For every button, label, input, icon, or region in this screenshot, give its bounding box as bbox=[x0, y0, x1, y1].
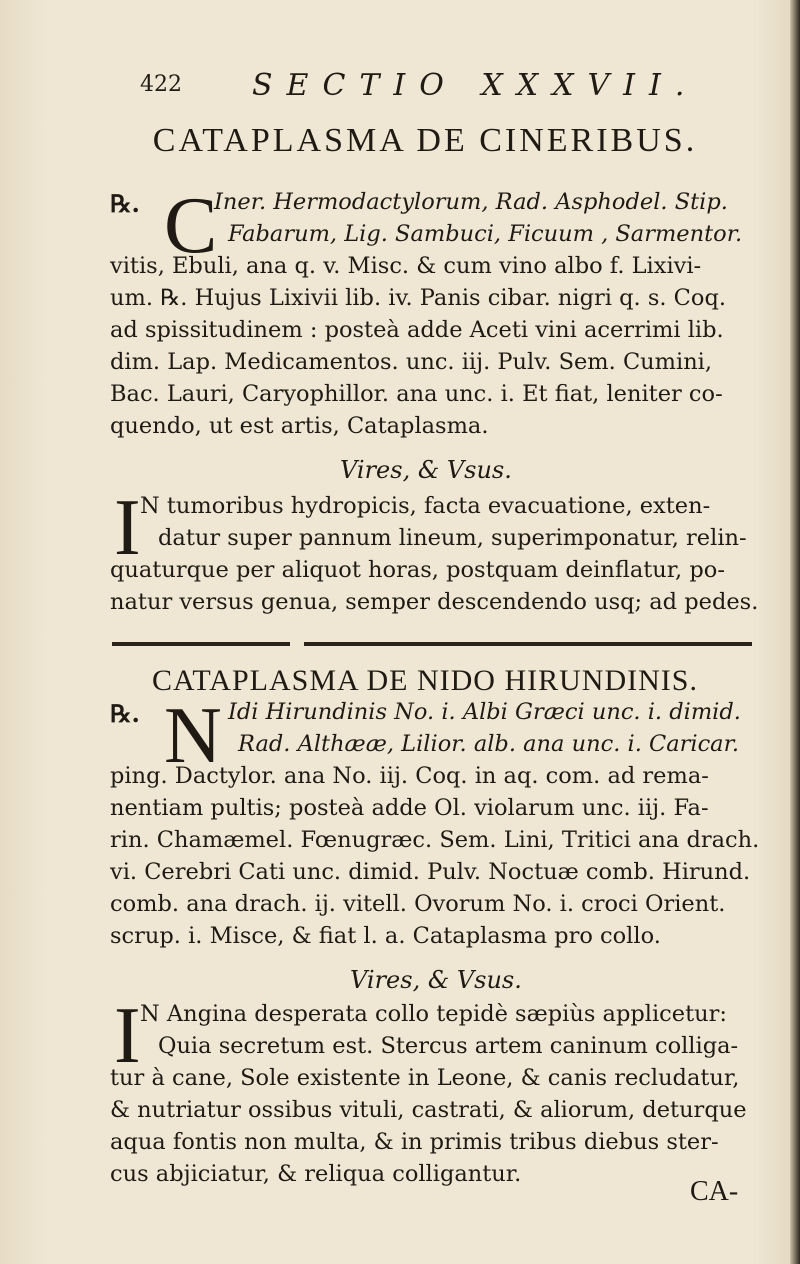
recipe-title-cineribus: CATAPLASMA DE CINERIBUS. bbox=[152, 122, 698, 159]
drop-cap: C bbox=[164, 182, 218, 270]
drop-cap: N bbox=[164, 692, 222, 780]
recipe-line: Rad. Althææ, Lilior. alb. ana unc. i. Caricar. bbox=[238, 731, 740, 757]
recipe-body-nido-hirundinis bbox=[110, 692, 760, 949]
recipe-symbol: ℞. bbox=[110, 189, 140, 218]
drop-cap: I bbox=[114, 484, 141, 572]
recipe-line: vitis, Ebuli, ana q. v. Misc. & cum vino albo f. Lixivi- bbox=[110, 253, 702, 279]
recipe-line: quendo, ut est artis, Cataplasma. bbox=[110, 413, 489, 439]
uses-line: & nutriatur ossibus vituli, castrati, & aliorum, deturque bbox=[110, 1097, 747, 1123]
uses-line: N tumoribus hydropicis, facta evacuatione, exten- bbox=[140, 493, 711, 519]
divider-rule bbox=[304, 642, 752, 646]
recipe-line: Iner. Hermodactylorum, Rad. Asphodel. Stip. bbox=[214, 189, 728, 215]
running-head bbox=[140, 68, 699, 108]
recipe-line: dim. Lap. Medicamentos. unc. iij. Pulv. Sem. Cumini, bbox=[110, 349, 713, 375]
catchword: CA- bbox=[690, 1176, 739, 1207]
recipe-line: Bac. Lauri, Caryophillor. ana unc. i. Et fiat, leniter co- bbox=[110, 381, 723, 407]
drop-cap: I bbox=[114, 992, 141, 1080]
uses-heading: Vires, & Vsus. bbox=[340, 456, 512, 484]
recipe-body-cineribus bbox=[110, 182, 760, 439]
uses-line: N Angina desperata collo tepidè sæpiùs applicetur: bbox=[140, 1001, 727, 1027]
recipe-line: Idi Hirundinis No. i. Albi Græci unc. i. dimid. bbox=[228, 699, 741, 725]
section-title: SECTIO XXXVII. bbox=[252, 68, 699, 103]
page-number: 422 bbox=[140, 72, 182, 97]
recipe-line: Fabarum, Lig. Sambuci, Ficuum , Sarmentor. bbox=[228, 221, 743, 247]
uses-body-nido-hirundinis bbox=[110, 992, 760, 1187]
recipe-line: scrup. i. Misce, & fiat l. a. Cataplasma pro collo. bbox=[110, 923, 661, 949]
recipe-line: vi. Cerebri Cati unc. dimid. Pulv. Noctuæ comb. Hirund. bbox=[110, 859, 751, 885]
uses-body-cineribus bbox=[110, 484, 760, 618]
recipe-line: comb. ana drach. ij. vitell. Ovorum No. i. croci Orient. bbox=[110, 891, 726, 917]
uses-line: aqua fontis non multa, & in primis tribus diebus ster- bbox=[110, 1129, 719, 1155]
uses-line: cus abjiciatur, & reliqua colligantur. bbox=[110, 1161, 522, 1187]
uses-line: tur à cane, Sole existente in Leone, & canis recludatur, bbox=[110, 1065, 740, 1091]
uses-line: natur versus genua, semper descendendo usq; ad pedes. bbox=[110, 589, 759, 615]
uses-line: quaturque per aliquot horas, postquam deinflatur, po- bbox=[110, 557, 725, 583]
recipe-title-nido-hirundinis: CATAPLASMA DE NIDO HIRUNDINIS. bbox=[152, 664, 698, 697]
divider-rule bbox=[112, 642, 290, 646]
page-edge-shadow bbox=[790, 0, 800, 1264]
uses-line: Quia secretum est. Stercus artem caninum colliga- bbox=[158, 1033, 739, 1059]
uses-line: datur super pannum lineum, superimponatur, relin- bbox=[158, 525, 747, 551]
recipe-line: ad spissitudinem : posteà adde Aceti vini acerrimi lib. bbox=[110, 317, 724, 343]
recipe-line: nentiam pultis; posteà adde Ol. violarum unc. iij. Fa- bbox=[110, 795, 709, 821]
recipe-line: rin. Chamæmel. Fœnugræc. Sem. Lini, Tritici ana drach. bbox=[110, 827, 760, 853]
uses-heading: Vires, & Vsus. bbox=[350, 966, 522, 994]
recipe-symbol: ℞. bbox=[110, 699, 140, 728]
recipe-line: ping. Dactylor. ana No. iij. Coq. in aq. com. ad rema- bbox=[110, 763, 709, 789]
recipe-line: um. ℞. Hujus Lixivii lib. iv. Panis cibar. nigri q. s. Coq. bbox=[110, 285, 727, 311]
